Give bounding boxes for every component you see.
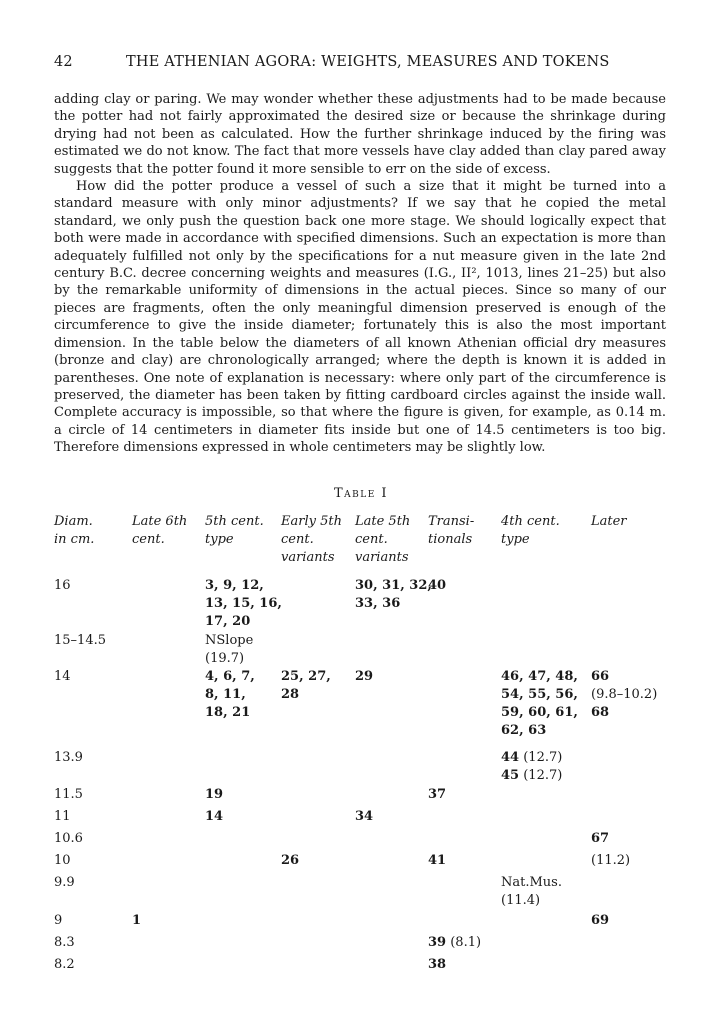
cell-line: 26 [281, 853, 300, 868]
cell-line: 30, 31, 32, [355, 578, 432, 593]
column-header-line: 5th cent. [205, 514, 264, 529]
cell-line: 4, 6, 7, [205, 669, 255, 684]
cell-line: 45 (12.7) [501, 768, 563, 783]
cell-line: 40 [428, 578, 447, 593]
cell-line: 44 (12.7) [501, 750, 563, 765]
table-cell [205, 808, 223, 826]
cell-line: 19 [205, 787, 224, 802]
table-cell [428, 934, 481, 952]
table-cell [501, 874, 562, 910]
cell-line: (19.7) [205, 651, 245, 666]
diameter-cell: 16 [54, 578, 71, 593]
diameter-cell: 14 [54, 669, 71, 684]
column-header [54, 513, 94, 549]
cell-line: 67 [591, 831, 610, 846]
column-header-line: Transi- [428, 514, 475, 529]
cell-line: 69 [591, 913, 610, 928]
column-header-line: type [205, 532, 234, 547]
table-cell [501, 749, 562, 785]
column-header-line: Diam. [54, 514, 93, 529]
table-cell [355, 577, 432, 613]
table-cell [281, 668, 331, 704]
cell-line: 34 [355, 809, 374, 824]
paragraph: adding clay or paring. We may wonder whether these adjustments had to be made because the potter had not fairly approximated the desired size or because the shrinkage during drying had not been as calculated. How the further shrinkage induced by the firing was estimated we do not know. The fact that more vessels have clay added than clay pared away suggests that the potter found it more sensible to err on the side of excess. [54, 92, 666, 177]
column-header-line: Late 6th [132, 514, 188, 529]
cell-line: 14 [205, 809, 224, 824]
column-header-line: cent. [132, 532, 165, 547]
cell-line: 38 [428, 957, 447, 972]
column-header [132, 513, 187, 549]
table-cell [591, 830, 609, 848]
table-cell [132, 912, 141, 930]
diameter-cell: 8.3 [54, 935, 75, 950]
table-cell [205, 632, 253, 668]
table-cell [281, 852, 299, 870]
diameter-cell: 11.5 [54, 787, 83, 802]
table-cell [428, 852, 446, 870]
column-header-line: variants [281, 550, 335, 565]
column-header-line: cent. [355, 532, 388, 547]
table-cell [591, 912, 609, 930]
column-header [428, 513, 474, 549]
cell-line: (9.8–10.2) [591, 687, 658, 702]
column-header [355, 513, 410, 567]
cell-line: Nat.Mus. [501, 875, 562, 890]
table-cell [428, 786, 446, 804]
cell-line: 25, 27, [281, 669, 331, 684]
cell-line: 46, 47, 48, [501, 669, 578, 684]
cell-line: 62, 63 [501, 723, 547, 738]
cell-line: 3, 9, 12, [205, 578, 264, 593]
diameter-cell: 9 [54, 913, 63, 928]
table-caption-text: Table I [333, 486, 389, 501]
cell-line: 59, 60, 61, [501, 705, 578, 720]
cell-line: 41 [428, 853, 447, 868]
table-cell [205, 668, 255, 722]
page-number: 42 [54, 54, 73, 70]
cell-line: 68 [591, 705, 610, 720]
cell-line: 18, 21 [205, 705, 251, 720]
table-cell [355, 668, 373, 686]
table-caption [0, 486, 722, 501]
column-header [591, 513, 627, 531]
running-header [54, 54, 664, 74]
column-header-line: in cm. [54, 532, 95, 547]
diameter-cell: 9.9 [54, 875, 75, 890]
cell-line: 8, 11, [205, 687, 246, 702]
column-header [501, 513, 560, 549]
column-header-line: tionals [428, 532, 473, 547]
cell-line: 13, 15, 16, [205, 596, 282, 611]
column-header-line: type [501, 532, 530, 547]
column-header [205, 513, 264, 549]
table-cell [205, 577, 282, 631]
diameter-cell: 11 [54, 809, 71, 824]
column-header-line: Late 5th [355, 514, 411, 529]
diameter-cell: 10 [54, 853, 71, 868]
table-cell [591, 852, 630, 870]
diameter-cell: 10.6 [54, 831, 83, 846]
cell-line: 1 [132, 913, 142, 928]
table-cell [501, 668, 578, 740]
table-cell [428, 577, 446, 595]
column-header-line: cent. [281, 532, 314, 547]
cell-line: 66 [591, 669, 610, 684]
cell-line: 28 [281, 687, 300, 702]
diameter-cell: 8.2 [54, 957, 75, 972]
table-cell [355, 808, 373, 826]
cell-line: 33, 36 [355, 596, 401, 611]
cell-line: 39 (8.1) [428, 935, 482, 950]
column-header-line: variants [355, 550, 409, 565]
column-header [281, 513, 342, 567]
table-cell [591, 668, 657, 722]
cell-line: 29 [355, 669, 374, 684]
diameter-cell: 13.9 [54, 750, 83, 765]
table-cell [428, 956, 446, 974]
cell-line: 37 [428, 787, 447, 802]
running-title: THE ATHENIAN AGORA: WEIGHTS, MEASURES AND TOKENS [126, 54, 610, 70]
column-header-line: 4th cent. [501, 514, 560, 529]
paragraph: How did the potter produce a vessel of such a size that it might be turned into a standard measure with only minor adjustments? If we say that he copied the metal standard, we only push the question back one more stage. We should logically expect that both were made in accordance with specified dimensions. Such an expectation is more than adequately fulfilled not only by the specifications for a nut measure given in the late 2nd century B.C. decree concerning weights and measures (I.G., II², 1013, lines 21–25) but also by the remarkable uniformity of dimensions in the actual pieces. Since so many of our pieces are fragments, often the only meaningful dimension preserved is enough of the circumference to give the inside diameter; fortunately this is also the most important dimension. In the table below the diameters of all known Athenian official dry measures (bronze and clay) are chronologically arranged; where the depth is known it is added in parentheses. One note of explanation is necessary: where only part of the circumference is preserved, the diameter has been taken by fitting cardboard circles against the inside wall. Complete accuracy is impossible, so that where the figure is given, for example, as 0.14 m. a circle of 14 centimeters in diameter fits inside but one of 14.5 centimeters is too big. Therefore dimensions expressed in whole centimeters may be slightly low. [54, 179, 666, 456]
cell-line: 17, 20 [205, 614, 251, 629]
cell-line: (11.4) [501, 893, 541, 908]
cell-line: (11.2) [591, 853, 631, 868]
column-header-line: Later [591, 514, 627, 529]
table-cell [205, 786, 223, 804]
cell-line: NSlope [205, 633, 254, 648]
cell-line: 54, 55, 56, [501, 687, 578, 702]
body-text [54, 91, 666, 457]
column-header-line: Early 5th [281, 514, 342, 529]
diameter-cell: 15–14.5 [54, 633, 106, 648]
